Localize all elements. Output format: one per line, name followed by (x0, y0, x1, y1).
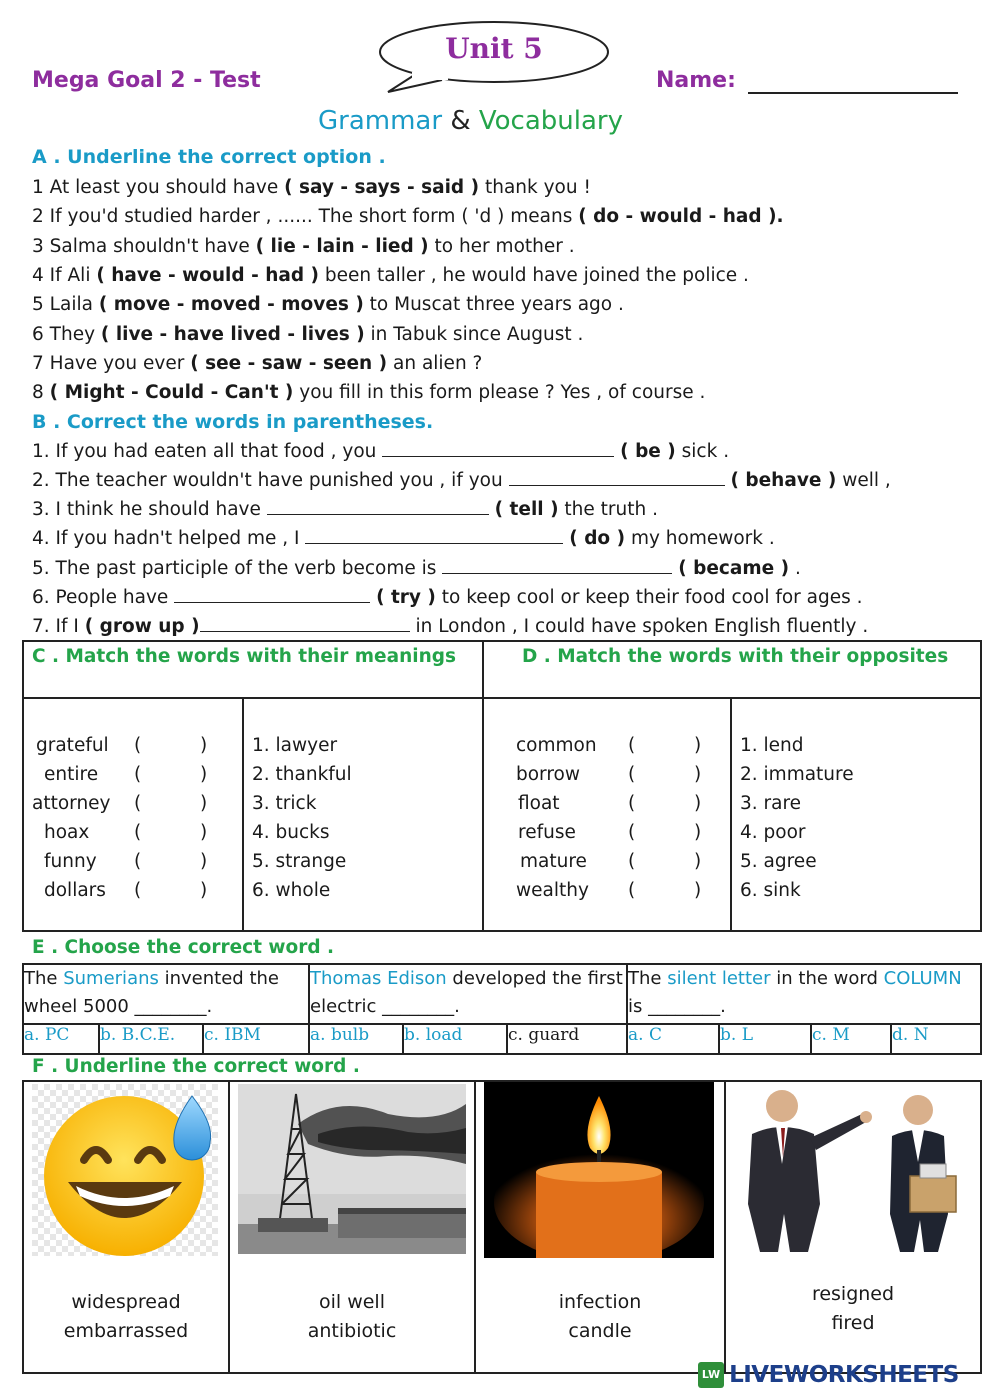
match-divider-mid (482, 640, 484, 932)
e-question-2: Thomas Edison developed the first electric ________. (309, 964, 627, 1024)
c-word: attorney (32, 793, 111, 814)
name-input[interactable] (748, 92, 958, 94)
match-divider-c (242, 697, 244, 932)
e-option[interactable]: c. guard (507, 1024, 627, 1054)
d-word: wealthy (516, 880, 589, 901)
match-divider-d (730, 697, 732, 932)
e-option[interactable]: d. N (891, 1024, 981, 1054)
d-answer-box[interactable]: ( ) (628, 822, 702, 843)
a-options[interactable]: ( lie - lain - lied ) (255, 236, 429, 257)
f-word[interactable]: infection (558, 1291, 642, 1313)
b-item: 5. The past participle of the verb become is ( became ) . (32, 558, 801, 579)
d-word: common (516, 735, 597, 756)
e-option[interactable]: c. M (811, 1024, 891, 1054)
section-b-title: B . Correct the words in parentheses. (32, 411, 434, 433)
section-f-title: F . Underline the correct word . (32, 1056, 360, 1077)
test-title: Mega Goal 2 - Test (32, 68, 261, 93)
c-answer-box[interactable]: ( ) (134, 764, 208, 785)
c-word: dollars (44, 880, 106, 901)
c-answer-box[interactable]: ( ) (134, 851, 208, 872)
d-answer-box[interactable]: ( ) (628, 851, 702, 872)
f-cell-3 (476, 1288, 724, 1348)
page-subtitle: Grammar & Vocabulary (318, 106, 623, 136)
f-word[interactable]: antibiotic (307, 1320, 397, 1342)
b-item: 4. If you hadn't helped me , I ( do ) my homework . (32, 528, 775, 549)
match-divider-h (22, 697, 982, 699)
f-cell-1 (24, 1288, 228, 1348)
c-meaning: 1. lawyer (252, 735, 338, 756)
embarrassed-emoji-image (32, 1084, 218, 1256)
boss-firing-employee-icon (734, 1084, 972, 1252)
a-item: 3 Salma shouldn't have ( lie - lain - lied ) to her mother . (32, 236, 575, 257)
f-word[interactable]: candle (568, 1320, 632, 1342)
c-word: hoax (44, 822, 90, 843)
e-option[interactable]: a. bulb (309, 1024, 403, 1054)
e-option[interactable]: b. B.C.E. (99, 1024, 203, 1054)
d-opposite: 5. agree (740, 851, 817, 872)
c-meaning: 4. bucks (252, 822, 330, 843)
answer-input[interactable] (200, 614, 410, 632)
a-options[interactable]: ( say - says - said ) (284, 177, 480, 198)
a-options[interactable]: ( do - would - had ). (578, 206, 784, 227)
f-cell-4 (726, 1280, 980, 1340)
name-label: Name: (656, 68, 736, 93)
section-e-table (22, 963, 982, 1055)
f-word[interactable]: resigned (811, 1283, 895, 1305)
answer-input[interactable] (305, 526, 563, 544)
b-item: 7. If I ( grow up ) in London , I could have spoken English fluently . (32, 616, 869, 637)
d-opposite: 4. poor (740, 822, 806, 843)
a-item: 4 If Ali ( have - would - had ) been taller , he would have joined the police . (32, 265, 749, 286)
answer-input[interactable] (382, 439, 614, 457)
f-word[interactable]: oil well (318, 1291, 385, 1313)
oil-well-icon (238, 1084, 466, 1254)
a-item: 1 At least you should have ( say - says - said ) thank you ! (32, 177, 591, 198)
e-option[interactable]: a. PC (23, 1024, 99, 1054)
d-answer-box[interactable]: ( ) (628, 880, 702, 901)
answer-input[interactable] (267, 497, 489, 515)
a-item: 6 They ( live - have lived - lives ) in Tabuk since August . (32, 324, 584, 345)
sweat-smile-emoji-icon (32, 1084, 218, 1256)
a-options[interactable]: ( live - have lived - lives ) (100, 324, 365, 345)
oil-well-image (238, 1084, 466, 1254)
fired-image (734, 1084, 972, 1252)
a-options[interactable]: ( have - would - had ) (96, 265, 319, 286)
c-word: entire (44, 764, 99, 785)
liveworksheets-logo-icon: LW (698, 1362, 724, 1388)
section-e-title: E . Choose the correct word . (32, 937, 335, 958)
b-item: 3. I think he should have ( tell ) the truth . (32, 499, 658, 520)
a-item: 7 Have you ever ( see - saw - seen ) an alien ? (32, 353, 483, 374)
d-answer-box[interactable]: ( ) (628, 793, 702, 814)
candle-icon (484, 1082, 714, 1258)
a-item: 8 ( Might - Could - Can't ) you fill in this form please ? Yes , of course . (32, 382, 706, 403)
e-option[interactable]: a. C (627, 1024, 719, 1054)
candle-image (484, 1082, 714, 1258)
c-answer-box[interactable]: ( ) (134, 822, 208, 843)
a-options[interactable]: ( move - moved - moves ) (98, 294, 364, 315)
e-option[interactable]: b. L (719, 1024, 811, 1054)
f-cell-2 (230, 1288, 474, 1348)
a-item: 5 Laila ( move - moved - moves ) to Muscat three years ago . (32, 294, 624, 315)
unit-title: Unit 5 (445, 32, 543, 65)
d-word: borrow (516, 764, 580, 785)
answer-input[interactable] (509, 468, 725, 486)
c-word: funny (44, 851, 97, 872)
c-answer-box[interactable]: ( ) (134, 793, 208, 814)
answer-input[interactable] (442, 556, 672, 574)
d-answer-box[interactable]: ( ) (628, 735, 702, 756)
liveworksheets-brand: LIVEWORKSHEETS (729, 1362, 959, 1388)
e-option[interactable]: c. IBM (203, 1024, 309, 1054)
c-meaning: 6. whole (252, 880, 331, 901)
f-word[interactable]: embarrassed (63, 1320, 189, 1342)
a-options[interactable]: ( see - saw - seen ) (190, 353, 388, 374)
section-a-title: A . Underline the correct option . (32, 146, 386, 168)
f-word[interactable]: widespread (71, 1291, 181, 1313)
b-item: 6. People have ( try ) to keep cool or keep their food cool for ages . (32, 587, 863, 608)
c-answer-box[interactable]: ( ) (134, 880, 208, 901)
c-meaning: 5. strange (252, 851, 347, 872)
e-question-3: The silent letter in the word COLUMN is ________. (627, 964, 981, 1024)
d-opposite: 2. immature (740, 764, 854, 785)
d-opposite: 1. lend (740, 735, 804, 756)
a-item: 2 If you'd studied harder , ...... The short form ( 'd ) means ( do - would - had ). (32, 206, 784, 227)
d-opposite: 3. rare (740, 793, 802, 814)
d-word: refuse (518, 822, 576, 843)
c-meaning: 2. thankful (252, 764, 352, 785)
unit-speech-bubble (376, 18, 612, 96)
e-option[interactable]: b. load (403, 1024, 507, 1054)
answer-input[interactable] (174, 585, 370, 603)
d-word: mature (520, 851, 587, 872)
liveworksheets-logo (698, 1362, 959, 1392)
d-word: float (518, 793, 560, 814)
section-d-title: D . Match the words with their opposites (522, 646, 949, 667)
d-answer-box[interactable]: ( ) (628, 764, 702, 785)
c-word: grateful (36, 735, 109, 756)
d-opposite: 6. sink (740, 880, 801, 901)
c-meaning: 3. trick (252, 793, 317, 814)
a-options[interactable]: ( Might - Could - Can't ) (49, 382, 294, 403)
b-item: 2. The teacher wouldn't have punished you , if you ( behave ) well , (32, 470, 891, 491)
e-question-1: The Sumerians invented the wheel 5000 ________. (23, 964, 309, 1024)
b-item: 1. If you had eaten all that food , you ( be ) sick . (32, 441, 730, 462)
section-c-title: C . Match the words with their meanings (32, 646, 457, 667)
f-word[interactable]: fired (831, 1312, 875, 1334)
c-answer-box[interactable]: ( ) (134, 735, 208, 756)
